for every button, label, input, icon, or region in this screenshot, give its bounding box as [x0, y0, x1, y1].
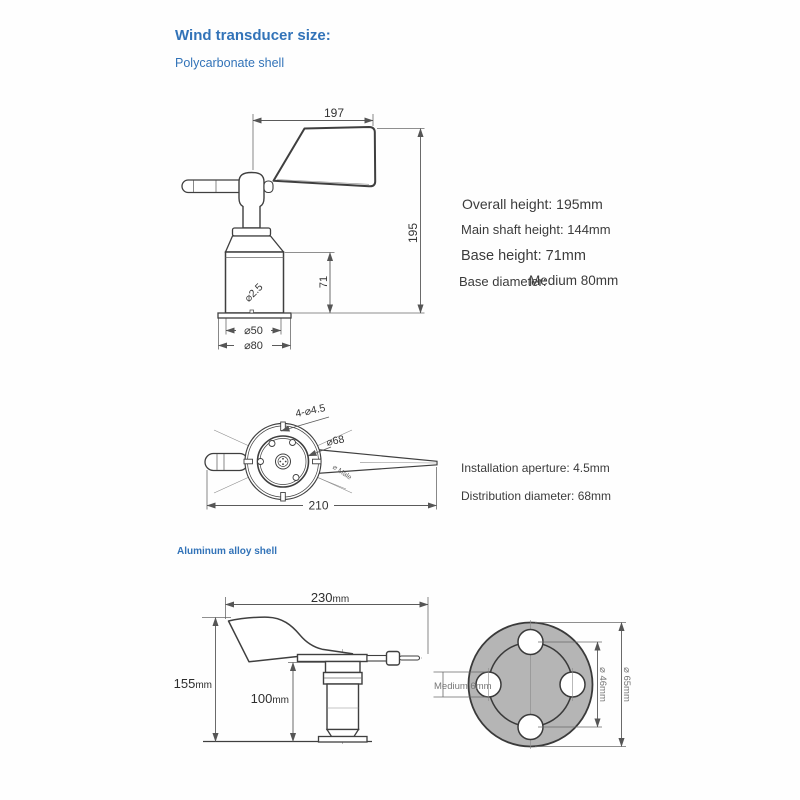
aluminum-body-cylinder: [327, 684, 359, 730]
dim-base-inner-diameter: ⌀50: [244, 325, 263, 337]
annotation-installation-aperture: Installation aperture: 4.5mm: [461, 461, 610, 475]
aluminum-base-flange: [319, 737, 368, 743]
dim-aluminum-shaft-height: 100mm: [250, 691, 289, 706]
dim-aluminum-height: 155mm: [173, 676, 212, 691]
section-aluminum-label: Aluminum alloy shell: [177, 546, 278, 557]
polycarbonate-side-view-drawing: [182, 106, 425, 352]
aluminum-rod-connector: [387, 652, 400, 666]
page-title: Wind transducer size:: [175, 27, 331, 44]
dim-overall-height: 195: [406, 222, 420, 244]
dim-male-label: ⌀ Male: [331, 463, 353, 482]
dim-mount-holes: 4-⌀4.5: [294, 402, 327, 421]
base-diameter-value: Medium 80mm: [529, 273, 619, 288]
flange-hole-size-label: Medium 6mm: [434, 681, 492, 692]
dim-top-width: 197: [323, 106, 345, 120]
base-diameter-label: Base diameter:: [459, 274, 547, 289]
dim-base-height: 71: [318, 275, 330, 289]
vane-fin: [274, 127, 376, 186]
section-polycarbonate-label: Polycarbonate shell: [175, 56, 285, 70]
dim-bolt-circle-diameter: ⌀ 46mm: [597, 667, 608, 702]
aluminum-flange-view-drawing: [434, 620, 633, 749]
aluminum-body-collar: [326, 662, 361, 673]
dim-base-outer-diameter: ⌀80: [244, 340, 263, 352]
vane-counterweight-rod: [182, 180, 247, 193]
aluminum-side-view-drawing: [174, 590, 428, 745]
vane-base-flange: [218, 313, 291, 318]
dim-hole-diameter: ⌀2.5: [242, 281, 266, 305]
aluminum-mount-plate: [298, 655, 368, 662]
dim-total-length: 210: [308, 498, 329, 513]
annotation-base-height: Base height: 71mm: [461, 248, 586, 264]
dim-outer-diameter: ⌀ 65mm: [621, 667, 632, 702]
top-view-counterweight: [205, 454, 248, 471]
annotation-main-shaft-height: Main shaft height: 144mm: [461, 222, 611, 237]
annotation-distribution-diameter: Distribution diameter: 68mm: [461, 489, 612, 503]
dim-aluminum-width: 230mm: [310, 590, 350, 605]
annotation-base-diameter: [459, 273, 619, 289]
polycarbonate-top-view-drawing: [205, 402, 437, 512]
dim-distribution-circle: ⌀68: [325, 433, 346, 449]
annotation-overall-height: Overall height: 195mm: [462, 196, 603, 212]
vane-shaft: [239, 173, 264, 229]
